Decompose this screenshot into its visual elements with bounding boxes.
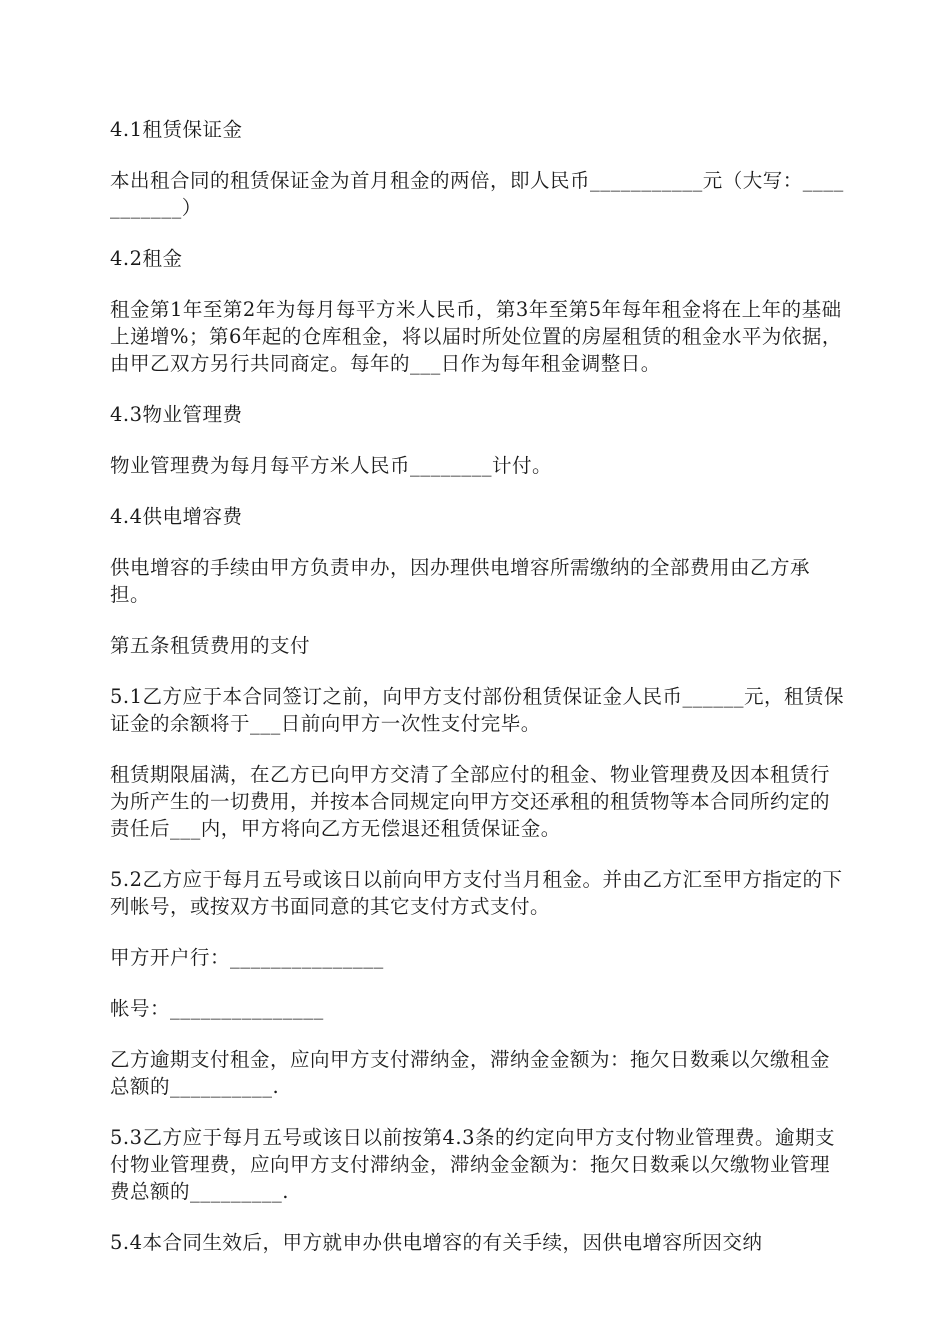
paragraph-bank: 甲方开户行：_______________ [110, 946, 384, 969]
paragraph-deposit-refund: 租赁期限届满，在乙方已向甲方交清了全部应付的租金、物业管理费及因本租赁行为所产生的一切费用，并按本合同规定向甲方交还承租的租赁物等本合同所约定的责任后___内，甲方将向乙方无偿退还租赁保证金。 [110, 763, 831, 840]
paragraph-deposit: 本出租合同的租赁保证金为首月租金的两倍，即人民币___________元（大写：___________） [110, 169, 844, 219]
paragraph-account: 帐号：_______________ [110, 997, 324, 1020]
section-heading-4-1: 4.1租赁保证金 [110, 118, 243, 141]
paragraph-late-rent: 乙方逾期支付租金，应向甲方支付滞纳金，滞纳金金额为：拖欠日数乘以欠缴租金总额的__________. [110, 1048, 831, 1098]
section-heading-4-4: 4.4供电增容费 [110, 505, 243, 528]
section-heading-4-2: 4.2租金 [110, 247, 183, 270]
article-heading-5: 第五条租赁费用的支付 [110, 634, 311, 657]
paragraph-5-1: 5.1乙方应于本合同签订之前，向甲方支付部份租赁保证金人民币______元，租赁保证金的余额将于___日前向甲方一次性支付完毕。 [110, 685, 845, 735]
paragraph-5-4: 5.4本合同生效后，甲方就申办供电增容的有关手续，因供电增容所因交纳 [110, 1231, 763, 1254]
paragraph-property-fee: 物业管理费为每月每平方米人民币________计付。 [110, 454, 553, 477]
section-heading-4-3: 4.3物业管理费 [110, 403, 243, 426]
document-page [110, 116, 845, 1280]
paragraph-5-2: 5.2乙方应于每月五号或该日以前向甲方支付当月租金。并由乙方汇至甲方指定的下列帐号，或按双方书面同意的其它支付方式支付。 [110, 868, 843, 918]
paragraph-power-fee: 供电增容的手续由甲方负责申办，因办理供电增容所需缴纳的全部费用由乙方承担。 [110, 556, 811, 606]
paragraph-5-3: 5.3乙方应于每月五号或该日以前按第4.3条的约定向甲方支付物业管理费。逾期支付物业管理费，应向甲方支付滞纳金，滞纳金金额为：拖欠日数乘以欠缴物业管理费总额的_________. [110, 1126, 836, 1203]
paragraph-rent: 租金第1年至第2年为每月每平方米人民币，第3年至第5年每年租金将在上年的基础上递增%；第6年起的仓库租金，将以届时所处位置的房屋租赁的租金水平为依据，由甲乙双方另行共同商定。每年的___日作为每年租金调整日。 [110, 298, 842, 375]
